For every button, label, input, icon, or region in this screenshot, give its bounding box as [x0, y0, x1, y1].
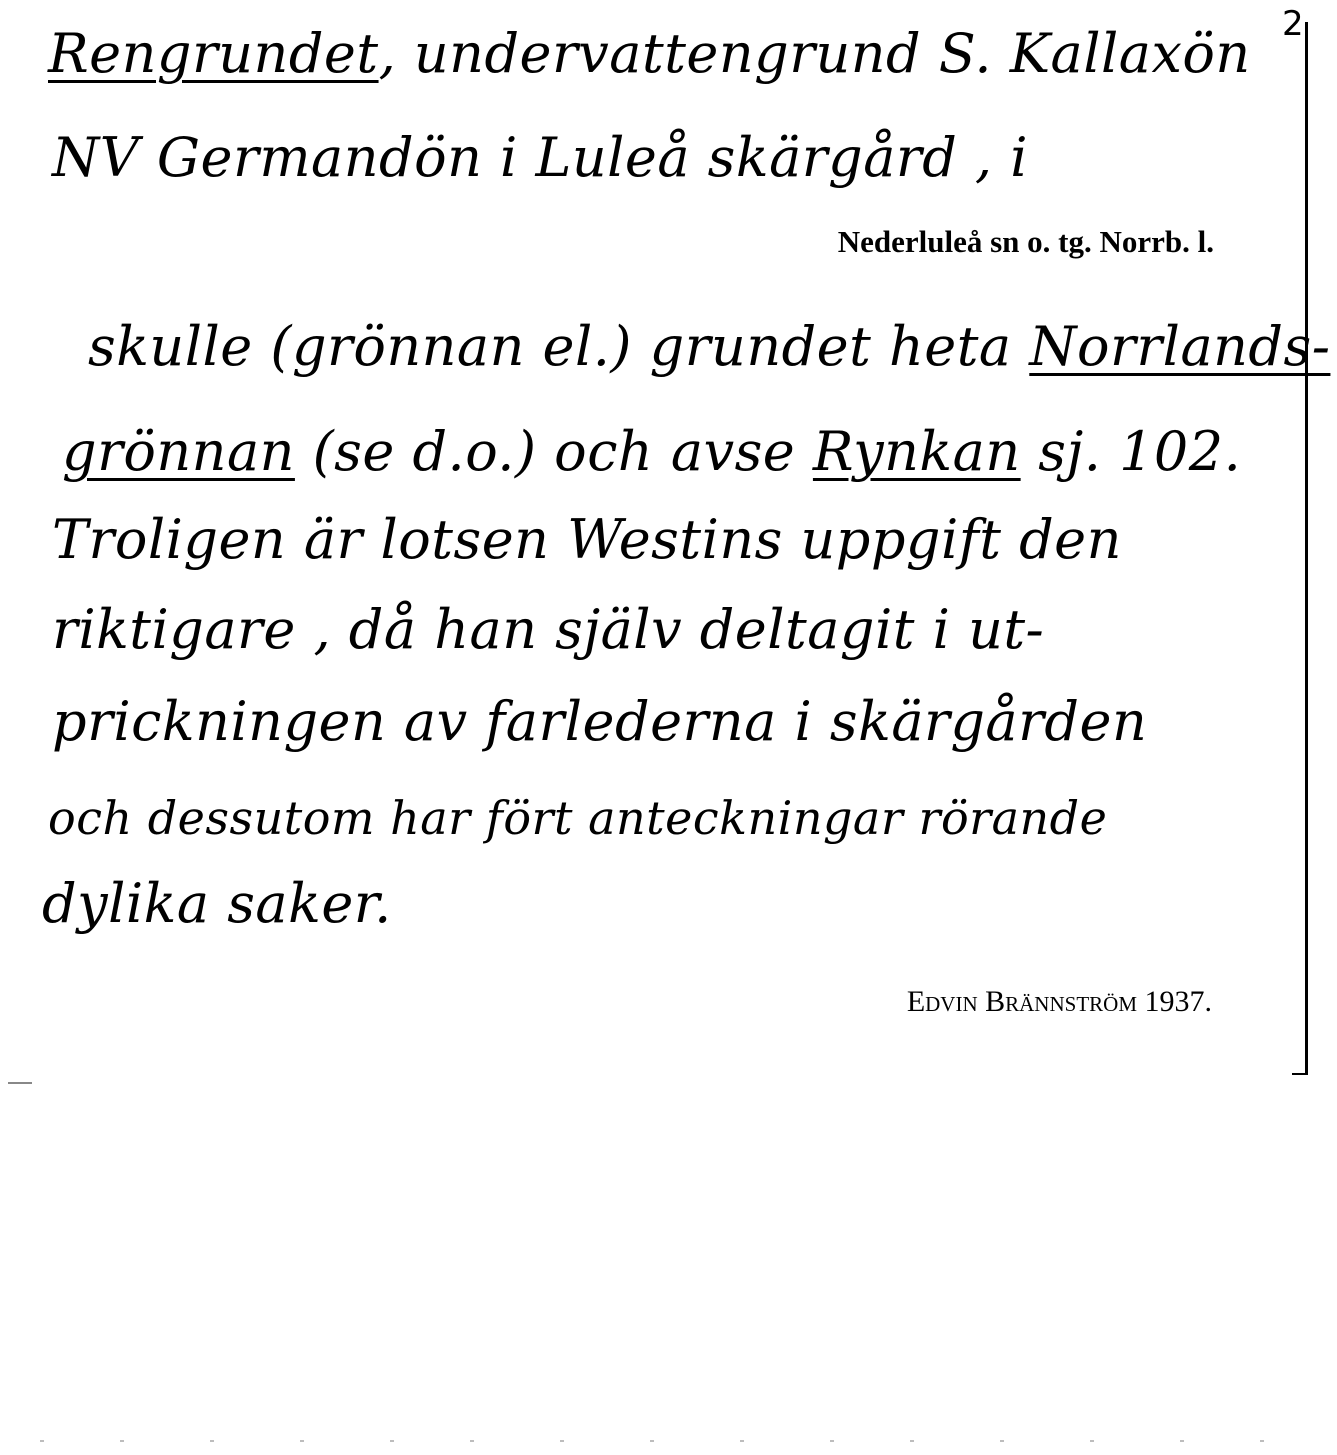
- handwritten-line-5: Troligen är lotsen Westins uppgift den: [52, 508, 1122, 571]
- signature-name: Edvin Brännström: [906, 985, 1137, 1018]
- handwritten-line-6: riktigare , då han själv deltagit i ut-: [52, 598, 1045, 661]
- headword-definition: , undervattengrund S. Kallaxön: [378, 22, 1251, 85]
- chart-reference: sj. 102.: [1020, 420, 1242, 483]
- card-number: 2: [1282, 4, 1304, 44]
- handwritten-line-1: [48, 22, 1251, 86]
- printed-signature: [907, 983, 1212, 1021]
- handwritten-line-7: prickningen av farlederna i skärgården: [52, 690, 1148, 753]
- handwritten-line-3: [88, 315, 1330, 379]
- headword: Rengrundet: [48, 22, 379, 85]
- card-corner-mark: [1292, 1073, 1308, 1075]
- line-4-text: (se d.o.) och avse: [294, 420, 813, 483]
- printed-location: Nederluleå sn o. tg. Norrb. l.: [837, 224, 1214, 259]
- scan-artifact: [8, 1082, 32, 1084]
- handwritten-line-4: [62, 420, 1241, 484]
- card-edge-line: [1305, 22, 1308, 1074]
- signature-year: 1937.: [1144, 985, 1212, 1018]
- handwritten-line-9: dylika saker.: [42, 872, 392, 935]
- handwritten-line-2: NV Germandön i Luleå skärgård , i: [52, 126, 1029, 189]
- cross-reference-rynkan: Rynkan: [812, 420, 1021, 483]
- line-3-text: skulle (grönnan el.) grundet heta: [88, 315, 1030, 378]
- cross-reference-gronnan: grönnan: [62, 420, 295, 483]
- handwritten-line-8: och dessutom har fört anteckningar rörande: [48, 791, 1108, 845]
- cross-reference-norrlandsgronnan: Norrlands-: [1029, 315, 1331, 378]
- scan-artifact-dots: [0, 1440, 1337, 1446]
